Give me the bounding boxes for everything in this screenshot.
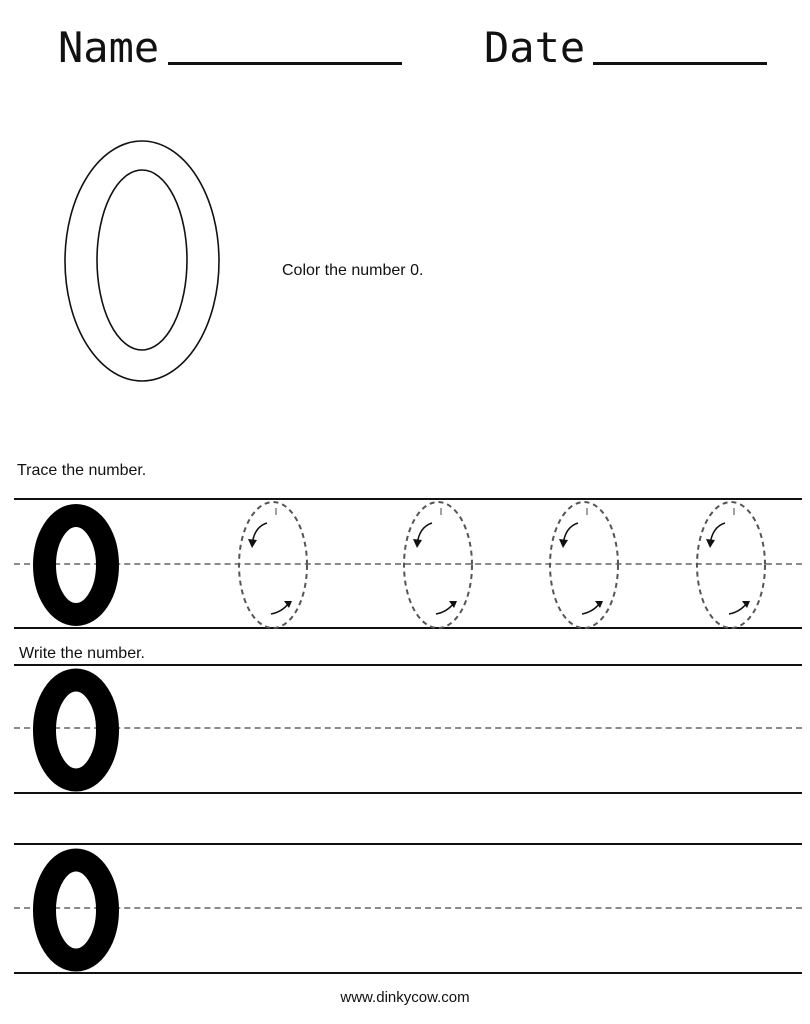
name-label: Name bbox=[58, 23, 160, 72]
write-row-2-model-zero bbox=[45, 860, 108, 960]
trace-label: Trace the number. bbox=[17, 462, 147, 479]
write-label: Write the number. bbox=[19, 645, 145, 662]
write-row-1-model-zero bbox=[45, 680, 108, 780]
date-label: Date bbox=[484, 23, 586, 72]
footer-url: www.dinkycow.com bbox=[340, 989, 470, 1006]
color-instruction: Color the number 0. bbox=[282, 262, 424, 279]
